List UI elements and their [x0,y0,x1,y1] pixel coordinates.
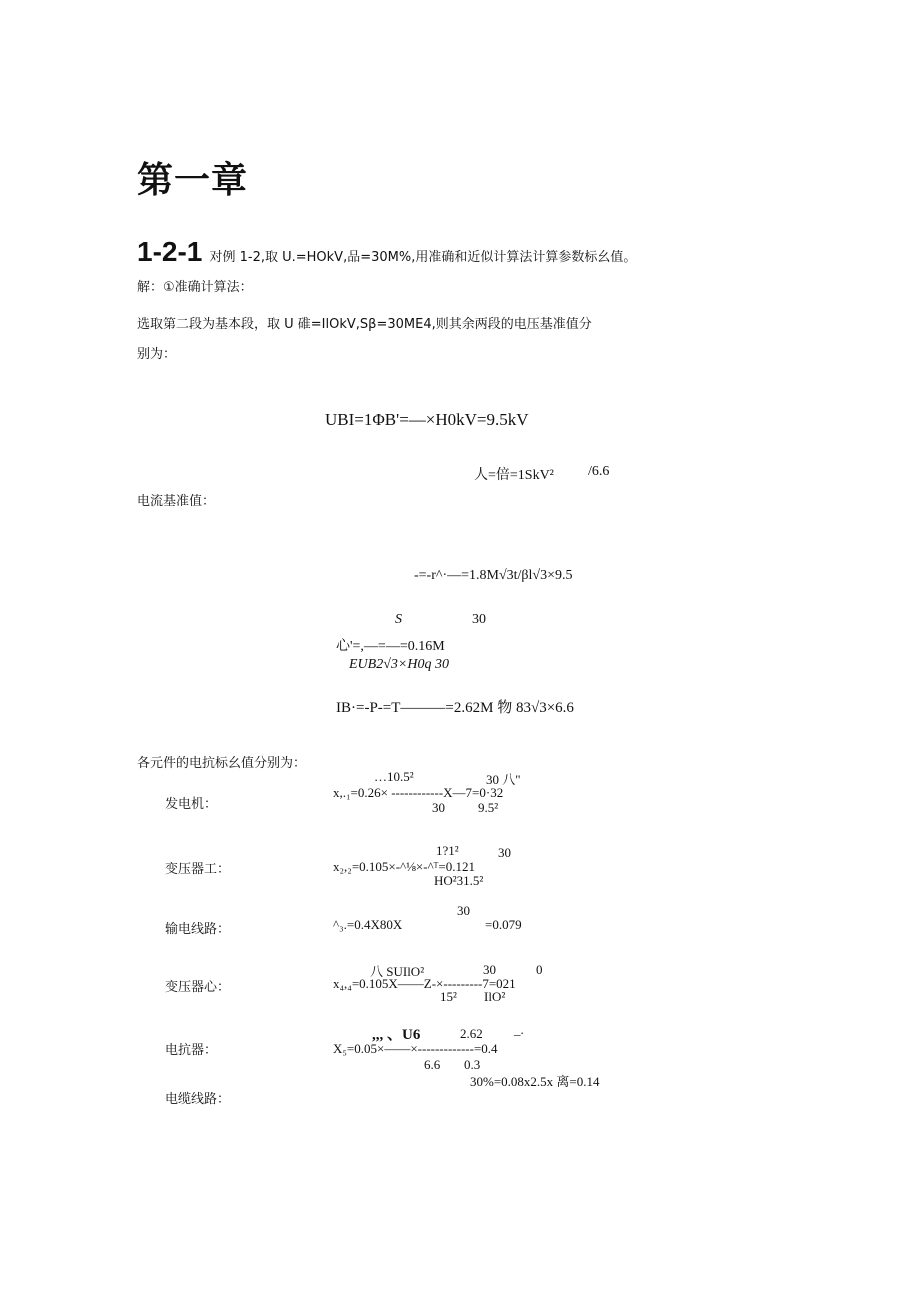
transformer1-top-b: 30 [498,845,511,860]
reactor-label: 电抗器： [165,1043,218,1058]
paragraph-select-cont: 别为： [137,347,177,362]
transformer2-bot-a: 15² [440,989,457,1004]
reactor-bot-b: 0.3 [464,1057,481,1072]
equation-ib2-top-30: 30 [472,612,486,627]
equation-ib2-mid: 心'=,—=—=0.16M [336,639,445,654]
equation-ub3-left: 人=倍=1SkV² [474,468,554,483]
reactor-equation: X₅=0.05×——×-------------=0.4 [333,1041,498,1056]
equation-ub3-right: /6.6 [588,464,610,479]
problem-number: 1-2-1 [137,236,203,267]
generator-top-b: 30 八" [486,772,521,787]
transformer1-top-a: 1?1² [436,843,459,858]
reactor-bot-a: 6.6 [424,1057,441,1072]
transformer1-equation: x₂,₂=0.105×-^⅛×-^ᵀ=0.121 [333,859,475,874]
problem-text: 对例 1-2,取 U.=HOkV,品=30M%,用准确和近似计算法计算参数标幺值。 [209,250,637,265]
line-equation: ^₃.=0.4X80X [333,917,403,932]
generator-equation: x,.₁=0.26× ------------X—7=0·32 [333,785,504,800]
cable-label: 电缆线路： [165,1092,231,1107]
reactor-top-c: _. [514,1022,524,1037]
reactance-intro: 各元件的电抗标幺值分别为： [137,756,307,771]
transformer2-bot-b: IlO² [484,989,506,1004]
reactor-top-a: ,,, 、U6 [372,1027,421,1043]
reactor-top-b: 2.62 [460,1026,483,1041]
equation-ib2-top-s: S [395,612,402,627]
transformer2-label: 变压器心： [165,980,231,995]
line-label: 输电线路： [165,922,231,937]
problem-line [137,236,636,268]
equation-ib2-bot: EUB2√3×H0q 30 [349,657,449,672]
line-result: =0.079 [485,917,522,932]
equation-ib3: IB·=-P-=T———=2.62M 物 83√3×6.6 [336,700,574,716]
generator-label: 发电机： [165,797,218,812]
cable-equation: 30%=0.08x2.5x 离=0.14 [470,1074,600,1089]
generator-bot-a: 30 [432,800,445,815]
transformer2-top-c: 0 [536,962,543,977]
chapter-title: 第一章 [137,160,249,201]
transformer1-bot: HO²31.5² [434,873,484,888]
equation-ib1: -=-r^·—=1.8M√3t/βl√3×9.5 [414,568,573,583]
generator-top-a: …10.5² [374,769,414,784]
transformer2-top-b: 30 [483,962,496,977]
transformer2-top-a: 八 SUIlO² [370,964,425,979]
transformer1-label: 变压器工： [165,862,231,877]
transformer2-equation: x₄,₄=0.105X——Z-×---------7=021 [333,976,516,991]
line-top: 30 [457,903,470,918]
paragraph-select: 选取第二段为基本段，取 U 碓=IlOkV,Sβ=30ME4,则其余两段的电压基准值分 [137,317,592,332]
equation-ub1: UBI=1ΦB'=—×H0kV=9.5kV [325,410,529,429]
current-label: 电流基准值： [137,494,216,509]
generator-bot-b: 9.5² [478,800,499,815]
solution-heading: 解：①准确计算法： [137,280,253,295]
